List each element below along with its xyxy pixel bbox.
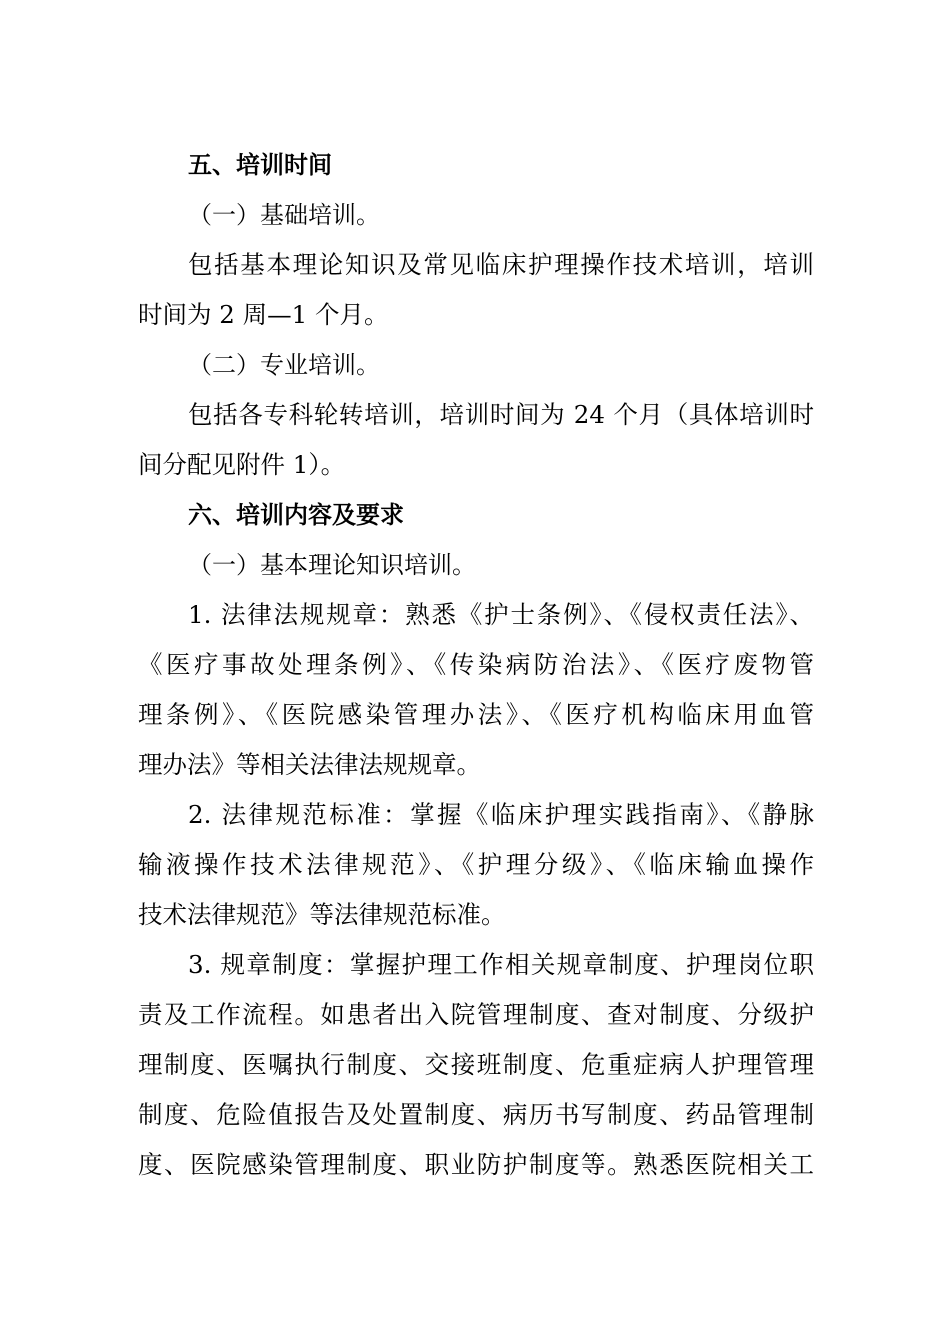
- paragraph-line-p6-1c: 理条例》、《医院感染管理办法》、《医疗机构临床用血管: [138, 700, 814, 729]
- paragraph-line-p5-2b: 间分配见附件 1）。: [138, 450, 346, 479]
- subsection-heading-s5-1: （一）基础培训。: [188, 201, 380, 229]
- paragraph-line-p5-2a: 包括各专科轮转培训，培训时间为 24 个月（具体培训时: [188, 400, 814, 429]
- paragraph-line-p6-1d: 理办法》等相关法律法规规章。: [138, 750, 481, 779]
- paragraph-line-p6-3b: 责及工作流程。如患者出入院管理制度、查对制度、分级护: [138, 1000, 814, 1029]
- paragraph-line-p6-2a: 2. 法律规范标准：掌握《临床护理实践指南》、《静脉: [188, 800, 814, 829]
- paragraph-line-p6-1b: 《医疗事故处理条例》、《传染病防治法》、《医疗废物管: [138, 650, 814, 679]
- document-body: [138, 140, 814, 1190]
- paragraph-line-p5-1a: 包括基本理论知识及常见临床护理操作技术培训，培训: [188, 250, 814, 279]
- paragraph-line-p6-2c: 技术法律规范》等法律规范标准。: [138, 900, 506, 929]
- paragraph-line-p6-1a: 1. 法律法规规章：熟悉《护士条例》、《侵权责任法》、: [188, 600, 814, 629]
- paragraph-line-p6-3a: 3. 规章制度：掌握护理工作相关规章制度、护理岗位职: [188, 950, 814, 979]
- paragraph-line-p6-3c: 理制度、医嘱执行制度、交接班制度、危重症病人护理管理: [138, 1050, 814, 1079]
- paragraph-line-p6-3e: 度、医院感染管理制度、职业防护制度等。熟悉医院相关工: [138, 1150, 814, 1179]
- subsection-heading-s5-2: （二）专业培训。: [188, 351, 380, 379]
- paragraph-line-p6-2b: 输液操作技术法律规范》、《护理分级》、《临床输血操作: [138, 850, 814, 879]
- paragraph-line-p6-3d: 制度、危险值报告及处置制度、病历书写制度、药品管理制: [138, 1100, 814, 1129]
- subsection-heading-s6-1: （一）基本理论知识培训。: [188, 551, 476, 579]
- section-heading-h6: 六、培训内容及要求: [188, 501, 404, 529]
- section-heading-h5: 五、培训时间: [188, 151, 332, 179]
- paragraph-line-p5-1b: 时间为 2 周—1 个月。: [138, 300, 389, 329]
